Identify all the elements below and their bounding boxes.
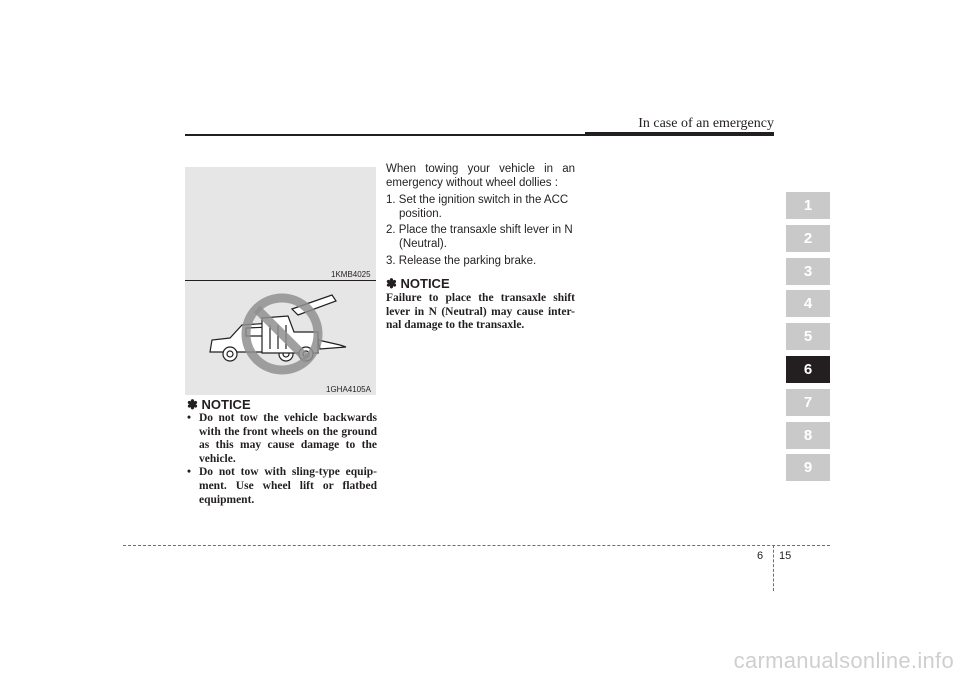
- header-rule-accent: [585, 132, 774, 136]
- chapter-tab-5[interactable]: 5: [786, 323, 830, 350]
- notice-body: Failure to place the transaxle shift lever in N (Neutral) may cause inter- nal damage to the transaxle.: [386, 292, 575, 332]
- chapter-tab-8[interactable]: 8: [786, 422, 830, 449]
- figure-caption-bottom: 1GHA4105A: [326, 385, 371, 394]
- chapter-tab-4[interactable]: 4: [786, 290, 830, 317]
- towing-instructions: [386, 163, 575, 271]
- step-list: [386, 194, 575, 268]
- notice-heading: ✽ NOTICE: [386, 276, 450, 291]
- step-item: 1. Set the ignition switch in the ACC position.: [386, 194, 569, 220]
- chapter-tab-2[interactable]: 2: [786, 225, 830, 252]
- notice-bullet-list: [187, 412, 377, 507]
- footer-divider: [773, 545, 774, 591]
- footer-rule: [123, 545, 830, 546]
- tow-truck-illustration: [200, 285, 360, 383]
- chapter-tab-6[interactable]: 6: [786, 356, 830, 383]
- section-title: In case of an emergency: [638, 116, 774, 131]
- chapter-tab-9[interactable]: 9: [786, 454, 830, 481]
- chapter-tab-7[interactable]: 7: [786, 389, 830, 416]
- watermark: carmanualsonline.info: [733, 648, 954, 673]
- chapter-tabs: [786, 192, 830, 487]
- intro-paragraph: When towing your vehicle in an emergency without wheel dollies :: [386, 163, 575, 189]
- page-number: 15: [779, 550, 792, 562]
- chapter-tab-1[interactable]: 1: [786, 192, 830, 219]
- figure-caption-top: 1KMB4025: [331, 270, 371, 279]
- chapter-tab-3[interactable]: 3: [786, 258, 830, 285]
- step-item: 3. Release the parking brake.: [386, 254, 537, 267]
- notice-heading: ✽ NOTICE: [187, 397, 251, 412]
- figure-divider: [185, 280, 376, 281]
- step-item: 2. Place the transaxle shift lever in N (Neutral).: [386, 224, 573, 250]
- notice-bullet: • Do not tow with sling-type equip- ment. Use wheel lift or flatbed equipment.: [187, 466, 377, 507]
- notice-bullet: • Do not tow the vehicle backwards with the front wheels on the ground as this may cause damage to the vehicle.: [187, 412, 377, 466]
- page-chapter-number: 6: [757, 550, 764, 562]
